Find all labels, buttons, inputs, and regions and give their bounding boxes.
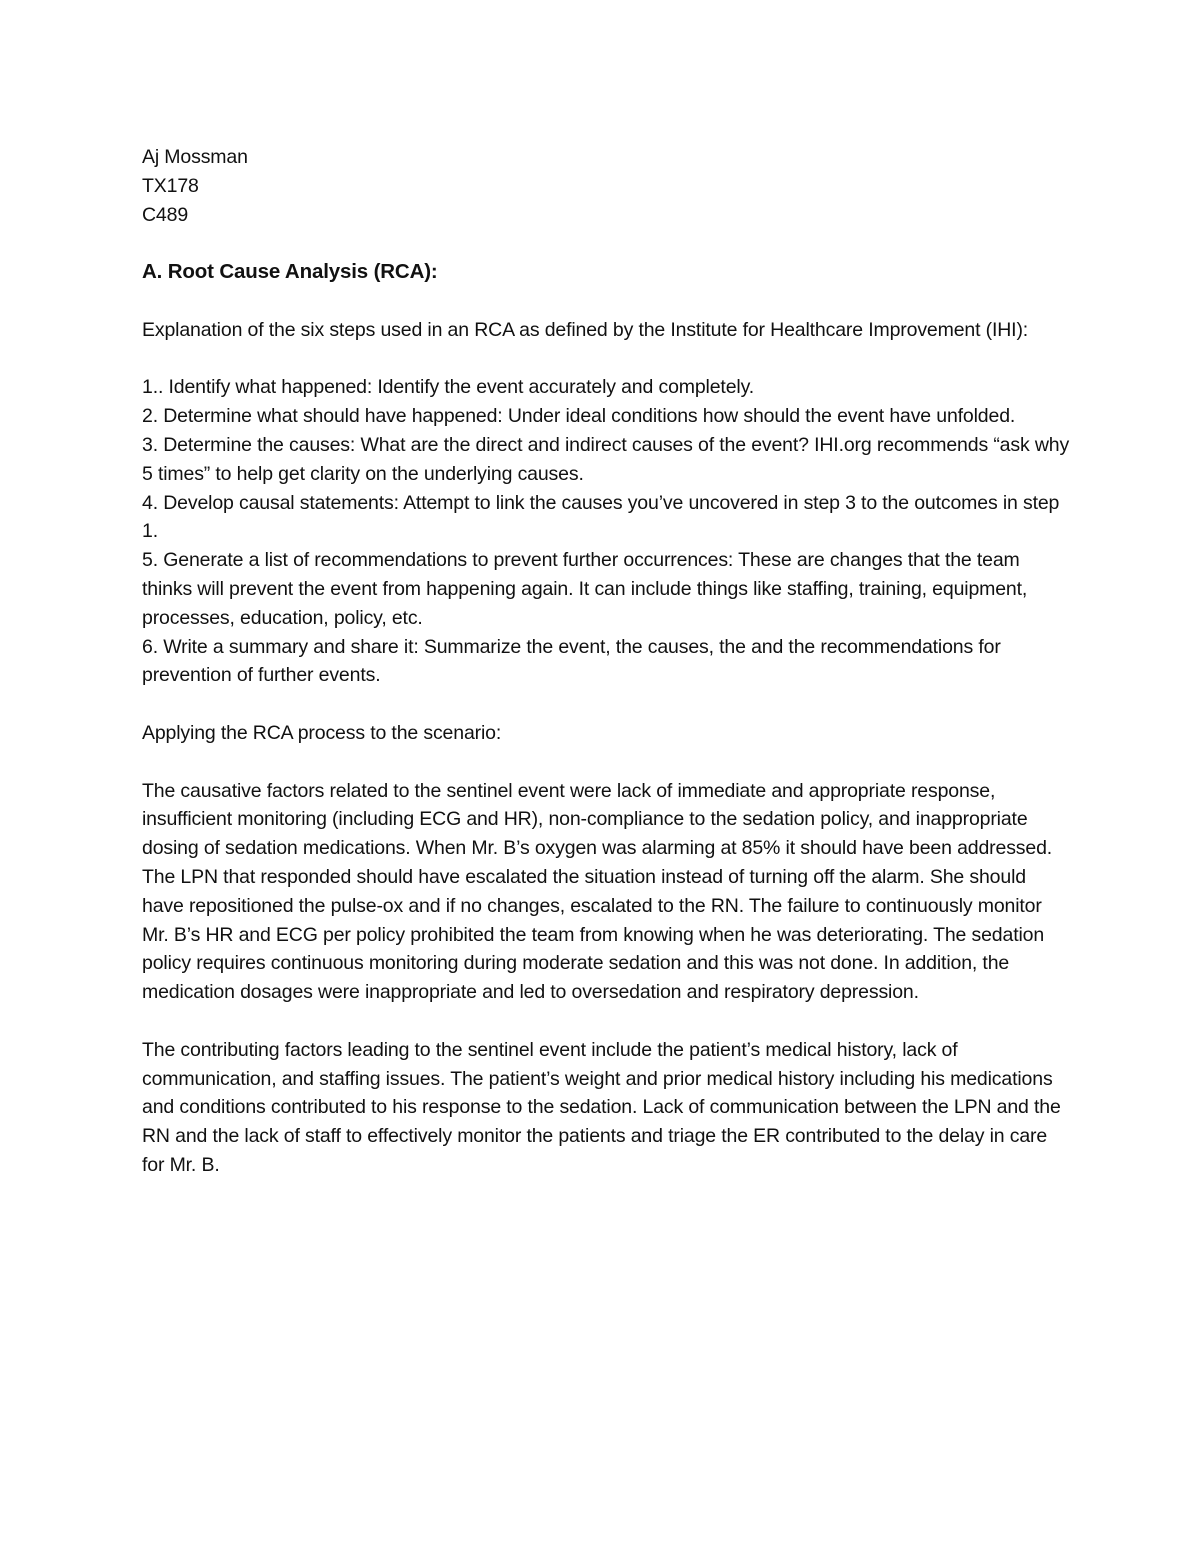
author-name: Aj Mossman: [142, 146, 248, 168]
course-code: C489: [142, 203, 189, 226]
rca-step-3: 3. Determine the causes: What are the direct and indirect causes of the event? IHI.org recommends “ask why 5 times” to help get clarity on the underlying causes.: [142, 433, 1070, 485]
contributing-factors-paragraph: The contributing factors leading to the sentinel event include the patient’s medical history, lack of communication, and staffing issues. The patient’s weight and prior medical history including his medications and conditions contributed to his response to the sedation. Lack of communication between the LPN and the RN and the lack of staff to effectively monitor the patients and triage the ER contributed to the delay in care for Mr. B.: [142, 1038, 1061, 1176]
causative-factors-paragraph: The causative factors related to the sentinel event were lack of immediate and appropriate response, insufficient monitoring (including ECG and HR), non-compliance to the sedation policy, and inappropriate dosing of sedation medications. When Mr. B’s oxygen was alarming at 85% it should have been addressed. The LPN that responded should have escalated the situation instead of turning off the alarm. She should have repositioned the pulse-ox and if no changes, escalated to the RN. The failure to continuously monitor Mr. B’s HR and ECG per policy prohibited the team from knowing when he was deteriorating. The sedation policy requires continuous monitoring during moderate sedation and this was not done. In addition, the medication dosages were inappropriate and led to oversedation and respiratory depression.: [142, 779, 1053, 1004]
section-heading: A. Root Cause Analysis (RCA):: [142, 260, 438, 284]
rca-step-4: 4. Develop causal statements: Attempt to link the causes you’ve uncovered in step 3 to the outcomes in step 1.: [142, 491, 1060, 543]
rca-step-5: 5. Generate a list of recommendations to prevent further occurrences: These are changes that the team thinks will prevent the event from happening again. It can include things like staffing, training, equipment, processes, education, policy, etc.: [142, 549, 1028, 629]
rca-step-2: 2. Determine what should have happened: Under ideal conditions how should the event have unfolded.: [142, 405, 1016, 428]
applying-label: Applying the RCA process to the scenario:: [142, 721, 502, 744]
student-id: TX178: [142, 174, 199, 197]
document-page: [142, 143, 1072, 1180]
intro-paragraph: Explanation of the six steps used in an RCA as defined by the Institute for Healthcare Improvement (IHI):: [142, 318, 1029, 341]
rca-steps-list: [142, 373, 1072, 690]
rca-step-6: 6. Write a summary and share it: Summarize the event, the causes, the and the recommendations for prevention of further events.: [142, 635, 1001, 687]
rca-step-1: 1.. Identify what happened: Identify the event accurately and completely.: [142, 376, 754, 399]
